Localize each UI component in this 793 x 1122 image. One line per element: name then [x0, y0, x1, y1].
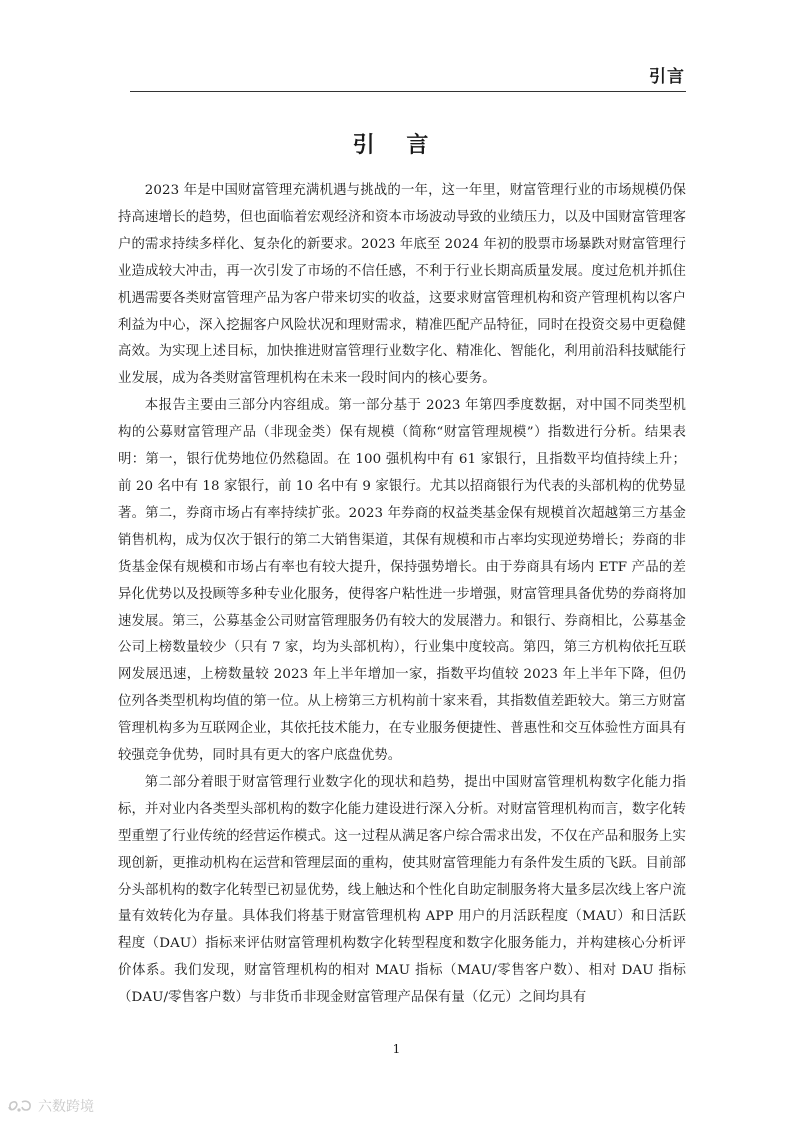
page-title: 引 言 — [352, 132, 441, 158]
running-header: 引言 — [649, 67, 685, 87]
paragraph-part-two: 第二部分着眼于财富管理行业数字化的现状和趋势，提出中国财富管理机构数字化能力指标，并对业内各类型头部机构的数字化能力建设进行深入分析。对财富管理机构而言，数字化转型重塑了行业传统的经营运作模式。这一过程从满足客户综合需求出发，不仅在产品和服务上实现创新，更推动机构在运营和管理层面的重构，使其财富管理能力有条件发生质的飞跃。目前部分头部机构的数字化转型已初显优势，线上触达和个性化自助定制服务将大量多层次线上客户流量有效转化为存量。具体我们将基于财富管理机构 APP 用户的月活跃程度（MAU）和日活跃程度（DAU）指标来评估财富管理机构数字化转型程度和数字化服务能力，并构建核心分析评价体系。我们发现，财富管理机构的相对 MAU 指标（MAU/零售客户数）、相对 DAU 指标（DAU/零售客户数）与非货币非现金财富管理产品保有量（亿元）之间均具有 — [118, 774, 686, 1006]
paragraph-part-one: 本报告主要由三部分内容组成。第一部分基于 2023 年第四季度数据，对中国不同类型机构的公募财富管理产品（非现金类）保有规模（简称“财富管理规模”）指数进行分析。结果表明：第一，银行优势地位仍然稳固。在 100 强机构中有 61 家银行，且指数平均值持续上升；前 20 名中有 18 家银行，前 10 名中有 9 家银行。尤其以招商银行为代表的头部机构的优势显著。第二，券商市场占有率持续扩张。2023 年券商的权益类基金保有规模首次超越第三方基金销售机构，成为仅次于银行的第二大销售渠道，其保有规模和市占率均实现逆势增长；券商的非货基金保有规模和市场占有率也有较大提升，保持强势增长。由于券商具有场内 ETF 产品的差异化优势以及投顾等多种专业化服务，使得客户粘性进一步增强，财富管理具备优势的券商将加速发展。第三，公募基金公司财富管理服务仍有较大的发展潜力。和银行、券商相比，公募基金公司上榜数量较少（只有 7 家，均为头部机构），行业集中度较高。第四，第三方机构依托互联网发展迅速，上榜数量较 2023 年上半年增加一家，指数平均值较 2023 年上半年下降，但仍位列各类型机构均值的第一位。从上榜第三方机构前十家来看，其指数值差距较大。第三方财富管理机构多为互联网企业，其依托技术能力，在专业服务便捷性、普惠性和交互体验性方面具有较强竞争优势，同时具有更大的客户底盘优势。 — [118, 398, 686, 764]
body-text — [118, 178, 686, 1012]
watermark-text: 六数跨境 — [38, 1099, 94, 1115]
watermark — [8, 1096, 94, 1116]
page-number: 1 — [392, 1042, 401, 1056]
header-divider — [130, 91, 686, 92]
paragraph-intro: 2023 年是中国财富管理充满机遇与挑战的一年，这一年里，财富管理行业的市场规模仍保持高速增长的趋势，但也面临着宏观经济和资本市场波动导致的业绩压力，以及中国财富管理客户的需求持续多样化、复杂化的新要求。2023 年底至 2024 年初的股票市场暴跌对财富管理行业造成较大冲击，再一次引发了市场的不信任感，不利于行业长期高质量发展。度过危机并抓住机遇需要各类财富管理产品为客户带来切实的收益，这要求财富管理机构和资产管理机构以客户利益为中心，深入挖掘客户风险状况和理财需求，精准匹配产品特征，同时在投资交易中更稳健高效。为实现上述目标，加快推进财富管理行业数字化、精准化、智能化，利用前沿科技赋能行业发展，成为各类财富管理机构在未来一段时间内的核心要务。 — [118, 183, 686, 387]
logo-mark-icon — [8, 1098, 34, 1114]
